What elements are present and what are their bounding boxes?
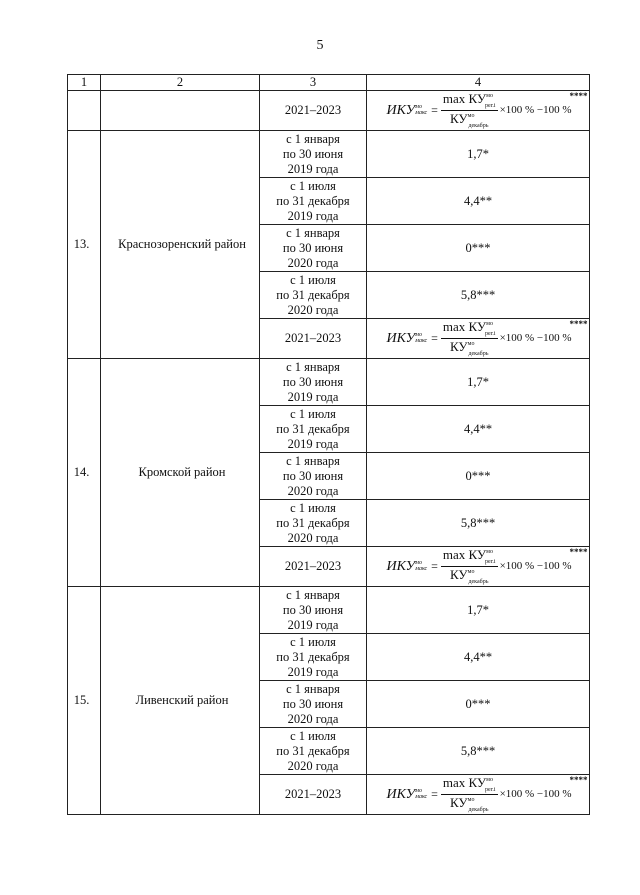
formula-denominator: $КУ^{мо}_{декабрь}$ (450, 111, 489, 129)
formula-lhs: ИКУ мо макс (386, 787, 428, 802)
page-number: 5 (316, 38, 324, 53)
formula-lhs: ИКУ мо макс (386, 559, 428, 574)
formula-tail: ×100 % −100 % (499, 104, 572, 116)
table-row (68, 131, 590, 178)
value-cell: 0*** (367, 225, 590, 272)
formula-lhs: ИКУ мо макс (386, 103, 428, 118)
formula-fraction (441, 547, 498, 586)
formula-equals: = (431, 559, 438, 573)
period-cell (260, 587, 367, 634)
formula-footnote-mark: **** (569, 547, 588, 557)
period-line: с 1 января (286, 681, 340, 696)
period-line: по 31 декабря (276, 193, 350, 208)
period-line: с 1 июля (290, 406, 336, 421)
value-cell: 4,4** (367, 178, 590, 225)
period-cell (260, 728, 367, 775)
period-line: с 1 июля (290, 500, 336, 515)
period-cell: 2021–2023 (260, 775, 367, 815)
period-line: по 31 декабря (276, 287, 350, 302)
formula-tail: ×100 % −100 % (499, 332, 572, 344)
period-cell: 2021–2023 (260, 547, 367, 587)
formula-denominator: $КУ^{мо}_{декабрь}$ (450, 795, 489, 813)
formula-denominator: $КУ^{мо}_{декабрь}$ (450, 567, 489, 585)
period-cell: 2021–2023 (260, 319, 367, 359)
period-line: по 30 июня (282, 468, 344, 483)
value-cell: 0*** (367, 453, 590, 500)
table-row (68, 587, 590, 634)
formula (384, 91, 588, 130)
formula-lhs: ИКУ мо макс (386, 331, 428, 346)
formula (384, 775, 588, 814)
number-cell: 13. (68, 131, 101, 359)
period-cell (260, 500, 367, 547)
period-line: 2019 года (287, 617, 339, 632)
formula-cell (367, 547, 590, 587)
period-line: по 31 декабря (276, 421, 350, 436)
period-line: с 1 июля (290, 728, 336, 743)
period-line: по 30 июня (282, 374, 344, 389)
formula-cell (367, 775, 590, 815)
formula-numerator: $\max КУ^{мо}_{рег.i}$ (442, 775, 496, 793)
period-cell (260, 681, 367, 728)
formula-numerator: $\max КУ^{мо}_{рег.i}$ (442, 319, 496, 337)
header-cell: 3 (260, 75, 367, 91)
period-line: 2020 года (287, 530, 339, 545)
period-cell (260, 406, 367, 453)
period-line: с 1 января (286, 587, 340, 602)
value-cell: 5,8*** (367, 272, 590, 319)
period-line: по 31 декабря (276, 743, 350, 758)
table-row (68, 359, 590, 406)
number-cell (68, 91, 101, 131)
formula-equals: = (431, 331, 438, 345)
period-line: по 30 июня (282, 602, 344, 617)
tariff-table (67, 74, 590, 815)
formula-equals: = (431, 103, 438, 117)
period-cell (260, 359, 367, 406)
formula-denominator: $КУ^{мо}_{декабрь}$ (450, 339, 489, 357)
formula (384, 319, 588, 358)
value-cell: 4,4** (367, 634, 590, 681)
value-cell: 5,8*** (367, 728, 590, 775)
number-cell: 15. (68, 587, 101, 815)
period-line: 2020 года (287, 483, 339, 498)
period-cell (260, 131, 367, 178)
period-line: 2020 года (287, 255, 339, 270)
period-line: 2019 года (287, 389, 339, 404)
period-line: с 1 января (286, 225, 340, 240)
period-line: с 1 января (286, 453, 340, 468)
period-line: с 1 июля (290, 634, 336, 649)
period-line: по 31 декабря (276, 649, 350, 664)
formula-footnote-mark: **** (569, 775, 588, 785)
period-line: по 31 декабря (276, 515, 350, 530)
period-line: с 1 января (286, 131, 340, 146)
value-cell: 1,7* (367, 359, 590, 406)
formula (384, 547, 588, 586)
formula-footnote-mark: **** (569, 91, 588, 101)
district-cell: Краснозоренский район (101, 131, 260, 359)
value-cell: 0*** (367, 681, 590, 728)
value-cell: 4,4** (367, 406, 590, 453)
number-cell: 14. (68, 359, 101, 587)
header-cell: 1 (68, 75, 101, 91)
period-cell (260, 225, 367, 272)
formula-numerator: $\max КУ^{мо}_{рег.i}$ (442, 91, 496, 109)
formula-fraction (441, 775, 498, 814)
header-cell: 4 (367, 75, 590, 91)
period-line: 2019 года (287, 664, 339, 679)
formula-footnote-mark: **** (569, 319, 588, 329)
header-cell: 2 (101, 75, 260, 91)
formula-tail: ×100 % −100 % (499, 788, 572, 800)
formula-tail: ×100 % −100 % (499, 560, 572, 572)
period-cell (260, 272, 367, 319)
value-cell: 1,7* (367, 587, 590, 634)
formula-cell (367, 319, 590, 359)
period-line: по 30 июня (282, 696, 344, 711)
value-cell: 1,7* (367, 131, 590, 178)
period-line: 2019 года (287, 436, 339, 451)
period-line: по 30 июня (282, 240, 344, 255)
period-line: с 1 июля (290, 272, 336, 287)
period-line: 2020 года (287, 711, 339, 726)
period-line: 2019 года (287, 161, 339, 176)
value-cell: 5,8*** (367, 500, 590, 547)
district-cell (101, 91, 260, 131)
period-line: 2019 года (287, 208, 339, 223)
formula-fraction (441, 91, 498, 130)
period-cell: 2021–2023 (260, 91, 367, 131)
table-row (68, 91, 590, 131)
formula-numerator: $\max КУ^{мо}_{рег.i}$ (442, 547, 496, 565)
period-line: с 1 июля (290, 178, 336, 193)
period-cell (260, 634, 367, 681)
period-line: с 1 января (286, 359, 340, 374)
period-line: 2020 года (287, 302, 339, 317)
period-cell (260, 453, 367, 500)
header-row (68, 75, 590, 91)
formula-cell (367, 91, 590, 131)
formula-fraction (441, 319, 498, 358)
period-cell (260, 178, 367, 225)
formula-equals: = (431, 787, 438, 801)
period-line: по 30 июня (282, 146, 344, 161)
district-cell: Ливенский район (101, 587, 260, 815)
district-cell: Кромской район (101, 359, 260, 587)
period-line: 2020 года (287, 758, 339, 773)
